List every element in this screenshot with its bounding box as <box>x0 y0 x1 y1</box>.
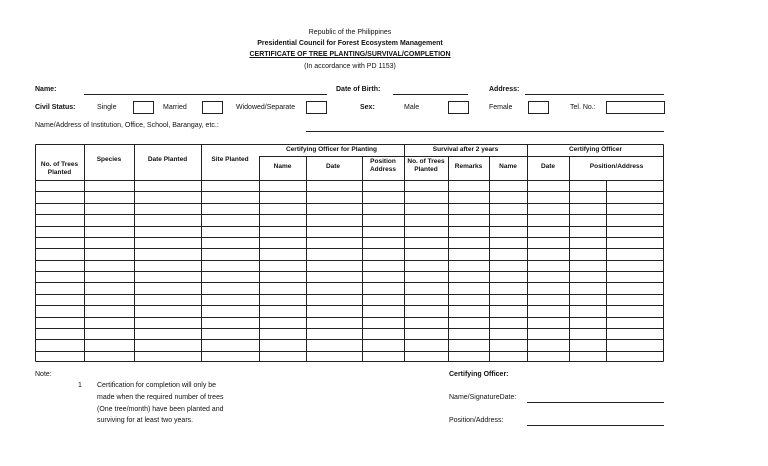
civil-status-label: Civil Status: <box>35 104 76 111</box>
header-remarks: Remarks <box>454 163 483 170</box>
note-number: 1 <box>78 382 82 389</box>
single-checkbox[interactable] <box>133 101 154 114</box>
header-position-address-2: Position/Address <box>589 163 644 170</box>
male-checkbox[interactable] <box>448 101 469 114</box>
dob-label: Date of Birth: <box>336 86 381 93</box>
position-address-label: Position/Address: <box>449 417 504 424</box>
header-date-planted: Date Planted <box>147 156 188 163</box>
name-signature-date-label: Name/SignatureDate: <box>449 394 517 401</box>
tel-label: Tel. No.: <box>570 104 596 111</box>
header-site-planted: Site Planted <box>211 156 249 163</box>
header-date: Date <box>325 163 341 170</box>
tel-field[interactable] <box>606 101 665 114</box>
certificate-title: CERTIFICATE OF TREE PLANTING/SURVIVAL/COMPLETION <box>249 51 451 58</box>
note-line-3: (One tree/month) have been planted and <box>97 406 224 413</box>
header-accordance: (In accordance with PD 1153) <box>304 63 396 70</box>
certifying-officer-label: Certifying Officer: <box>449 371 509 378</box>
address-field[interactable] <box>525 94 664 95</box>
header-republic: Republic of the Philippines <box>308 29 392 36</box>
planting-table <box>35 144 664 362</box>
table-grid-lines <box>35 144 664 362</box>
sex-label: Sex: <box>360 104 375 111</box>
note-line-4: surviving for at least two years. <box>97 417 194 424</box>
header-group-survival: Survival after 2 years <box>432 146 499 153</box>
header-group-cert-officer: Certifying Officer <box>568 146 623 153</box>
address-label: Address: <box>489 86 520 93</box>
male-label: Male <box>404 104 420 111</box>
header-species: Species <box>96 156 122 163</box>
dob-field[interactable] <box>393 94 468 95</box>
widowed-label: Widowed/Separate <box>236 104 296 111</box>
married-label: Married <box>163 104 187 111</box>
single-label: Single <box>97 104 117 111</box>
institution-field[interactable] <box>306 131 664 132</box>
header-group-cert-planting: Certifying Officer for Planting <box>285 146 377 153</box>
header-position-address: Position Address <box>369 158 396 173</box>
header-no-trees-2: No. of Trees Planted <box>407 158 445 173</box>
widowed-checkbox[interactable] <box>306 101 327 114</box>
name-field[interactable] <box>84 94 327 95</box>
header-date-2: Date <box>540 163 556 170</box>
note-line-2: made when the required number of trees <box>97 394 224 401</box>
name-label: Name: <box>35 86 57 93</box>
female-checkbox[interactable] <box>528 101 549 114</box>
header-name: Name <box>273 163 292 170</box>
header-no-trees: No. of Trees Planted <box>40 161 79 176</box>
position-address-field[interactable] <box>527 425 664 426</box>
institution-label: Name/Address of Institution, Office, School, Barangay, etc.: <box>35 122 219 129</box>
married-checkbox[interactable] <box>202 101 223 114</box>
name-signature-date-field[interactable] <box>527 402 664 403</box>
header-council: Presidential Council for Forest Ecosystem Management <box>257 40 443 47</box>
note-label: Note: <box>35 371 52 378</box>
note-line-1: Certification for completion will only be <box>97 382 217 389</box>
female-label: Female <box>489 104 513 111</box>
header-name-2: Name <box>499 163 517 170</box>
